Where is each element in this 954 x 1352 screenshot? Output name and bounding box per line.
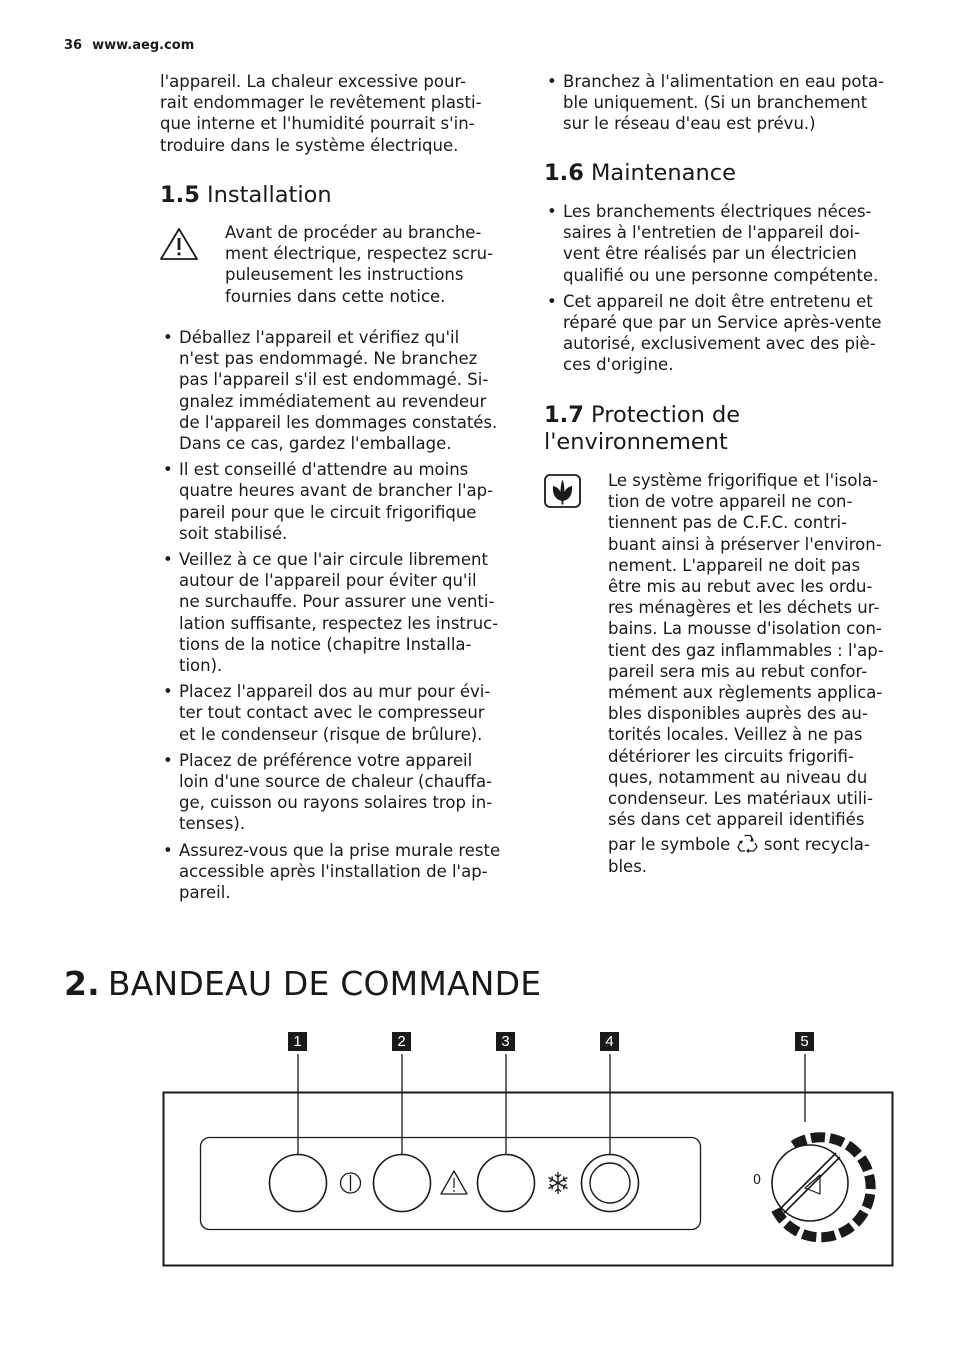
text-line: détériorer les circuits frigorifi- [608, 746, 854, 766]
section-title-line: l'environnement [544, 429, 728, 455]
list-item [160, 681, 512, 745]
text-line: • Cet appareil ne doit être entretenu et [563, 291, 873, 311]
text-line: Avant de procéder au branche- [225, 223, 482, 242]
text-line: saires à l'entretien de l'appareil doi- [563, 223, 860, 243]
text-line: tient des gaz inflammables : l'ap- [608, 640, 884, 660]
text-line: condenseur. Les matériaux utili- [608, 789, 873, 809]
callout-4: 4 [600, 1032, 619, 1051]
text-line: ne surchauffe. Pour assurer une venti- [179, 592, 495, 612]
text-line: ques, notamment au niveau du [608, 767, 868, 787]
text-line: Dans ce cas, gardez l'emballage. [179, 434, 452, 454]
control-panel-diagram [0, 1020, 954, 1280]
text-line: gnalez immédiatement au revendeur [179, 391, 487, 411]
text-line: res ménagères et les déchets ur- [608, 598, 880, 618]
section-heading-installation [160, 182, 512, 209]
list-item [160, 549, 512, 676]
section-heading-maintenance [544, 160, 896, 187]
text-line: torités locales. Veillez à ne pas [608, 725, 863, 745]
text-line: n'est pas endommagé. Ne branchez [179, 349, 478, 369]
section-number: 1.5 [160, 182, 200, 208]
text-line: bains. La mousse d'isolation con- [608, 619, 882, 639]
text-line: sur le réseau d'eau est prévu.) [563, 114, 816, 134]
maintenance-list [544, 201, 896, 381]
environment-leaf-icon [544, 474, 581, 508]
text-line: loin d'une source de chaleur (chauffa- [179, 772, 493, 792]
text-line: mément aux règlements applica- [608, 683, 883, 703]
text-line: quatre heures avant de brancher l'ap- [179, 481, 494, 501]
chapter-title [64, 960, 541, 1008]
text-line: ces d'origine. [563, 355, 674, 375]
chapter-title-text: BANDEAU DE COMMANDE [107, 964, 542, 1003]
text-line: bles. [608, 856, 648, 876]
list-item [544, 291, 896, 376]
power-icon [341, 1173, 361, 1193]
text-fragment: par le symbole [608, 835, 731, 855]
list-item [160, 327, 512, 454]
text-line: que interne et l'humidité pourrait s'in- [160, 114, 475, 134]
text-line: • Les branchements électriques néces- [563, 202, 872, 221]
text-line: pareil pour que le circuit frigorifique [179, 502, 477, 522]
list-item [160, 459, 512, 544]
callout-2: 2 [392, 1032, 411, 1051]
text-line: • Branchez à l'alimentation en eau pota- [563, 72, 885, 91]
alarm-button[interactable] [374, 1155, 431, 1212]
text-line-with-icon [608, 833, 898, 855]
panel-drawing [0, 1020, 954, 1280]
text-line: puleusement les instructions [225, 265, 464, 285]
text-line: • Placez l'appareil dos au mur pour évi- [179, 682, 491, 702]
text-line: rait endommager le revêtement plasti- [160, 93, 482, 113]
text-line: et le condenseur (risque de brûlure). [179, 724, 483, 744]
chapter-number: 2. [64, 964, 100, 1003]
text-line: réparé que par un Service après-vente [563, 313, 882, 333]
text-line: vent être réalisés par un électricien [563, 244, 857, 264]
dial-label: 0 [752, 1173, 762, 1188]
list-item [160, 840, 512, 904]
water-list [544, 71, 896, 140]
recycle-icon [736, 833, 759, 853]
text-line: qualifié ou une personne compétente. [563, 265, 879, 285]
text-line: ge, cuisson ou rayons solaires trop in- [179, 793, 493, 813]
snowflake-icon [549, 1172, 568, 1194]
list-item [544, 201, 896, 286]
page-header [64, 38, 194, 53]
text-line: pareil sera mis au rebut confor- [608, 661, 868, 681]
section-number: 1.6 [544, 160, 584, 186]
environment-text [608, 470, 898, 877]
text-line: pas l'appareil s'il est endommagé. Si- [179, 370, 489, 390]
warning-triangle-icon [159, 226, 199, 262]
section-title-line: Protection de [591, 402, 741, 428]
callout-3: 3 [496, 1032, 515, 1051]
section-number: 1.7 [544, 402, 584, 428]
fast-freeze-indicator-light [582, 1155, 639, 1212]
text-line: autorisé, exclusivement avec des piè- [563, 334, 876, 354]
text-line: fournies dans cette notice. [225, 286, 446, 306]
installation-list [160, 327, 512, 908]
text-line: troduire dans le système électrique. [160, 135, 459, 155]
text-line: tion). [179, 656, 223, 676]
text-line: • Assurez-vous que la prise murale reste [179, 840, 501, 860]
text-line: l'appareil. La chaleur excessive pour- [160, 72, 467, 91]
text-line: tiennent pas de C.F.C. contri- [608, 513, 848, 533]
text-line: soit stabilisé. [179, 523, 288, 543]
text-line: pareil. [179, 883, 231, 903]
text-line: sés dans cet appareil identifiés [608, 810, 865, 830]
text-line: • Placez de préférence votre appareil [179, 750, 473, 770]
text-line: autour de l'appareil pour éviter qu'il [179, 571, 477, 591]
list-item [160, 750, 512, 835]
text-line: accessible après l'installation de l'ap- [179, 861, 488, 881]
text-line: ble uniquement. (Si un branchement [563, 93, 868, 113]
callout-5: 5 [795, 1032, 814, 1051]
intro-paragraph [160, 71, 512, 156]
text-line: • Il est conseillé d'attendre au moins [179, 460, 469, 480]
text-line: bles disponibles auprès des au- [608, 704, 868, 724]
list-item [544, 71, 896, 135]
text-line: de l'appareil les dommages constatés. [179, 412, 498, 432]
text-line: buant ainsi à préserver l'environ- [608, 534, 882, 554]
text-line: lation suffisante, respectez les instruc- [179, 613, 499, 633]
fast-freeze-button[interactable] [478, 1155, 535, 1212]
section-heading-environment [544, 402, 896, 456]
section-title: Installation [207, 182, 332, 208]
text-line: être mis au rebut avec les ordu- [608, 577, 873, 597]
text-line: ment électrique, respectez scru- [225, 244, 494, 264]
power-button[interactable] [270, 1155, 327, 1212]
text-line: • Déballez l'appareil et vérifiez qu'il [179, 328, 460, 347]
installation-warning [225, 222, 515, 307]
thermostat-dial[interactable] [753, 1137, 871, 1237]
text-line: tions de la notice (chapitre Installa- [179, 634, 472, 654]
text-line: tenses). [179, 814, 246, 834]
text-line: Le système frigorifique et l'isola- [608, 471, 879, 490]
page-number: 36 [64, 38, 83, 53]
text-fragment: sont recycla- [763, 835, 870, 855]
alarm-triangle-icon [441, 1171, 467, 1194]
site-url: www.aeg.com [92, 38, 195, 53]
callout-1: 1 [288, 1032, 307, 1051]
text-line: nement. L'appareil ne doit pas [608, 555, 861, 575]
text-line: ter tout contact avec le compresseur [179, 703, 485, 723]
text-line: tion de votre appareil ne con- [608, 492, 853, 512]
section-title: Maintenance [591, 160, 736, 186]
text-line: • Veillez à ce que l'air circule librement [179, 550, 488, 570]
